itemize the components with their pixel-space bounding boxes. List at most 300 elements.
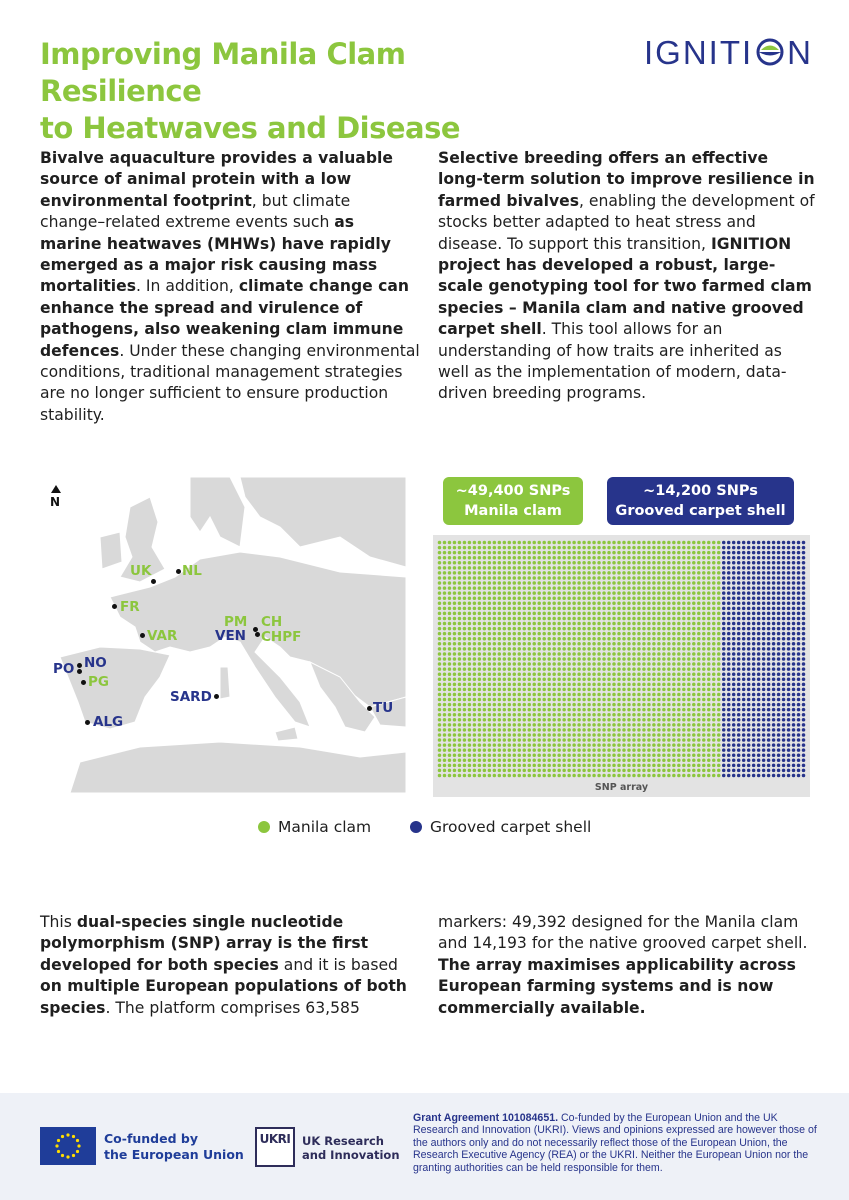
snp-dot	[508, 546, 512, 550]
snp-dot	[612, 541, 616, 545]
snp-dot	[767, 566, 771, 570]
snp-dot	[547, 591, 551, 595]
snp-dot	[802, 607, 806, 611]
snp-dot	[717, 774, 721, 778]
snp-dot	[528, 541, 532, 545]
snp-dot	[662, 637, 666, 641]
snp-dot	[468, 718, 472, 722]
snp-dot	[607, 759, 611, 763]
snp-dot	[448, 546, 452, 550]
snp-dot	[552, 738, 556, 742]
snp-dot	[567, 743, 571, 747]
snp-dot	[642, 556, 646, 560]
snp-dot	[572, 612, 576, 616]
snp-dot	[468, 733, 472, 737]
snp-dot	[707, 718, 711, 722]
snp-dot	[742, 672, 746, 676]
snp-dot	[737, 774, 741, 778]
snp-dot	[607, 713, 611, 717]
snp-dot	[458, 693, 462, 697]
snp-dot	[697, 596, 701, 600]
snp-dot	[532, 713, 536, 717]
snp-dot	[587, 748, 591, 752]
snp-dot	[642, 703, 646, 707]
snp-dot	[518, 764, 522, 768]
snp-dot	[602, 586, 606, 590]
snp-dot	[443, 652, 447, 656]
snp-dot	[792, 718, 796, 722]
snp-dot	[797, 678, 801, 682]
snp-dot	[513, 566, 517, 570]
snp-dot	[682, 672, 686, 676]
snp-dot	[677, 612, 681, 616]
snp-dot	[747, 769, 751, 773]
snp-column-manila	[493, 541, 497, 777]
snp-dot	[737, 647, 741, 651]
snp-dot	[692, 566, 696, 570]
snp-dot	[757, 642, 761, 646]
snp-dot	[503, 774, 507, 778]
snp-dot	[672, 718, 676, 722]
snp-dot	[542, 652, 546, 656]
snp-dot	[672, 652, 676, 656]
snp-dot	[438, 571, 442, 575]
snp-dot	[513, 642, 517, 646]
snp-dot	[787, 566, 791, 570]
snp-dot	[647, 571, 651, 575]
snp-dot	[802, 561, 806, 565]
snp-dot	[542, 743, 546, 747]
snp-dot	[632, 612, 636, 616]
snp-dot	[802, 708, 806, 712]
snp-dot	[458, 576, 462, 580]
snp-dot	[797, 622, 801, 626]
snp-dot	[498, 764, 502, 768]
snp-column-grooved	[737, 541, 741, 777]
snp-dot	[458, 703, 462, 707]
snp-dot	[637, 541, 641, 545]
snp-dot	[647, 667, 651, 671]
snp-dot	[572, 607, 576, 611]
snp-dot	[488, 556, 492, 560]
snp-dot	[483, 607, 487, 611]
snp-dot	[697, 561, 701, 565]
snp-dot	[797, 698, 801, 702]
snp-dot	[742, 748, 746, 752]
snp-dot	[777, 627, 781, 631]
snp-dot	[677, 718, 681, 722]
snp-dot	[742, 541, 746, 545]
snp-dot	[697, 728, 701, 732]
snp-dot	[737, 723, 741, 727]
snp-dot	[797, 602, 801, 606]
snp-dot	[542, 566, 546, 570]
snp-dot	[802, 576, 806, 580]
snp-dot	[562, 622, 566, 626]
snp-dot	[468, 764, 472, 768]
snp-dot	[647, 637, 651, 641]
snp-dot	[438, 738, 442, 742]
snp-dot	[508, 703, 512, 707]
snp-dot	[528, 566, 532, 570]
snp-dot	[742, 764, 746, 768]
snp-dot	[747, 556, 751, 560]
snp-dot	[652, 703, 656, 707]
snp-dot	[498, 632, 502, 636]
snp-dot	[518, 703, 522, 707]
snp-dot	[562, 571, 566, 575]
snp-dot	[627, 672, 631, 676]
snp-column-manila	[473, 541, 477, 777]
snp-dot	[702, 753, 706, 757]
snp-dot	[667, 591, 671, 595]
snp-dot	[552, 774, 556, 778]
snp-dot	[692, 743, 696, 747]
snp-dot	[792, 652, 796, 656]
snp-dot	[508, 607, 512, 611]
snp-dot	[777, 759, 781, 763]
snp-dot	[717, 769, 721, 773]
snp-dot	[747, 622, 751, 626]
snp-dot	[677, 728, 681, 732]
snp-dot	[637, 769, 641, 773]
snp-dot	[772, 672, 776, 676]
snp-dot	[523, 667, 527, 671]
snp-dot	[727, 733, 731, 737]
badge-manila-label: Manila clam	[464, 503, 562, 519]
snp-dot	[567, 728, 571, 732]
snp-dot	[717, 723, 721, 727]
snp-dot	[483, 703, 487, 707]
snp-dot	[627, 688, 631, 692]
snp-dot	[542, 637, 546, 641]
snp-dot	[772, 723, 776, 727]
snp-dot	[592, 647, 596, 651]
snp-dot	[772, 738, 776, 742]
snp-dot	[707, 743, 711, 747]
snp-dot	[592, 688, 596, 692]
snp-dot	[762, 759, 766, 763]
snp-dot	[732, 769, 736, 773]
snp-dot	[772, 602, 776, 606]
snp-dot	[657, 612, 661, 616]
snp-dot	[577, 571, 581, 575]
snp-dot	[537, 556, 541, 560]
snp-dot	[557, 581, 561, 585]
snp-dot	[602, 672, 606, 676]
snp-dot	[737, 683, 741, 687]
snp-dot	[582, 728, 586, 732]
snp-dot	[802, 571, 806, 575]
snp-dot	[572, 718, 576, 722]
snp-dot	[662, 586, 666, 590]
snp-dot	[787, 708, 791, 712]
snp-dot	[702, 703, 706, 707]
snp-dot	[508, 688, 512, 692]
snp-dot	[747, 693, 751, 697]
snp-dot	[542, 753, 546, 757]
snp-dot	[622, 693, 626, 697]
snp-dot	[463, 713, 467, 717]
snp-dot	[518, 728, 522, 732]
snp-dot	[448, 753, 452, 757]
snp-dot	[562, 642, 566, 646]
snp-dot	[787, 607, 791, 611]
snp-dot	[518, 602, 522, 606]
snp-dot	[587, 596, 591, 600]
snp-dot	[702, 617, 706, 621]
snp-dot	[597, 703, 601, 707]
snp-dot	[503, 591, 507, 595]
snp-dot	[777, 753, 781, 757]
snp-dot	[642, 678, 646, 682]
snp-dot	[493, 541, 497, 545]
snp-dot	[602, 657, 606, 661]
snp-dot	[547, 662, 551, 666]
snp-dot	[567, 693, 571, 697]
snp-dot	[463, 586, 467, 590]
snp-dot	[732, 703, 736, 707]
snp-dot	[717, 576, 721, 580]
snp-dot	[702, 607, 706, 611]
snp-dot	[662, 688, 666, 692]
snp-dot	[682, 683, 686, 687]
snp-dot	[627, 566, 631, 570]
snp-dot	[532, 774, 536, 778]
snp-dot	[722, 632, 726, 636]
snp-dot	[552, 718, 556, 722]
snp-dot	[637, 596, 641, 600]
snp-dot	[637, 703, 641, 707]
snp-dot	[592, 637, 596, 641]
snp-dot	[508, 748, 512, 752]
snp-dot	[438, 688, 442, 692]
snp-dot	[562, 678, 566, 682]
snp-dot	[552, 632, 556, 636]
snp-dot	[542, 586, 546, 590]
snp-dot	[513, 576, 517, 580]
snp-dot	[727, 576, 731, 580]
snp-dot	[597, 723, 601, 727]
snp-dot	[707, 708, 711, 712]
snp-dot	[607, 556, 611, 560]
snp-dot	[537, 693, 541, 697]
snp-dot	[732, 546, 736, 550]
snp-dot	[627, 556, 631, 560]
snp-dot	[518, 688, 522, 692]
snp-dot	[677, 581, 681, 585]
snp-dot	[468, 632, 472, 636]
snp-dot	[468, 738, 472, 742]
snp-dot	[602, 662, 606, 666]
snp-dot	[582, 662, 586, 666]
snp-dot	[772, 637, 776, 641]
snp-dot	[757, 733, 761, 737]
snp-dot	[652, 678, 656, 682]
snp-dot	[667, 632, 671, 636]
snp-dot	[453, 698, 457, 702]
snp-dot	[473, 738, 477, 742]
snp-dot	[463, 703, 467, 707]
snp-dot	[797, 764, 801, 768]
snp-dot	[463, 708, 467, 712]
snp-dot	[602, 728, 606, 732]
snp-dot	[493, 738, 497, 742]
snp-dot	[508, 764, 512, 768]
snp-dot	[622, 556, 626, 560]
snp-dot	[612, 769, 616, 773]
snp-dot	[443, 576, 447, 580]
snp-dot	[532, 652, 536, 656]
snp-dot	[513, 662, 517, 666]
snp-dot	[787, 647, 791, 651]
snp-column-grooved	[782, 541, 786, 777]
snp-dot	[727, 561, 731, 565]
snp-dot	[552, 713, 556, 717]
snp-dot	[557, 576, 561, 580]
snp-dot	[667, 561, 671, 565]
snp-dot	[597, 546, 601, 550]
snp-dot	[652, 708, 656, 712]
snp-dot	[572, 723, 576, 727]
snp-dot	[677, 693, 681, 697]
snp-dot	[622, 748, 626, 752]
snp-dot	[717, 672, 721, 676]
snp-dot	[488, 602, 492, 606]
snp-dot	[458, 602, 462, 606]
snp-dot	[537, 759, 541, 763]
snp-dot	[448, 647, 452, 651]
snp-dot	[577, 718, 581, 722]
snp-dot	[752, 642, 756, 646]
snp-dot	[622, 708, 626, 712]
snp-dot	[772, 748, 776, 752]
snp-dot	[607, 647, 611, 651]
snp-dot	[508, 683, 512, 687]
snp-dot	[607, 551, 611, 555]
snp-dot	[792, 617, 796, 621]
snp-dot	[607, 667, 611, 671]
snp-dot	[552, 693, 556, 697]
snp-dot	[528, 561, 532, 565]
snp-dot	[627, 546, 631, 550]
snp-dot	[717, 556, 721, 560]
snp-dot	[607, 581, 611, 585]
snp-dot	[483, 667, 487, 671]
snp-dot	[687, 602, 691, 606]
snp-dot	[503, 764, 507, 768]
snp-dot	[632, 713, 636, 717]
snp-dot	[597, 576, 601, 580]
snp-dot	[707, 738, 711, 742]
snp-dot	[797, 607, 801, 611]
snp-dot	[443, 632, 447, 636]
snp-dot	[607, 728, 611, 732]
eu-line-1: Co-funded by	[104, 1131, 199, 1146]
snp-dot	[712, 672, 716, 676]
snp-dot	[582, 551, 586, 555]
snp-dot	[802, 632, 806, 636]
snp-dot	[493, 581, 497, 585]
snp-dot	[582, 753, 586, 757]
snp-dot	[742, 642, 746, 646]
snp-dot	[657, 743, 661, 747]
snp-dot	[602, 723, 606, 727]
snp-dot	[503, 546, 507, 550]
snp-dot	[802, 612, 806, 616]
snp-dot	[468, 647, 472, 651]
snp-dot	[802, 556, 806, 560]
badge-manila-snps	[443, 477, 583, 525]
snp-dot	[607, 591, 611, 595]
snp-dot	[687, 571, 691, 575]
snp-dot	[752, 566, 756, 570]
snp-dot	[652, 591, 656, 595]
snp-dot	[677, 551, 681, 555]
snp-dot	[468, 617, 472, 621]
snp-dot	[677, 708, 681, 712]
snp-dot	[747, 657, 751, 661]
snp-dot	[667, 738, 671, 742]
snp-dot	[493, 667, 497, 671]
snp-dot	[707, 566, 711, 570]
snp-dot	[667, 672, 671, 676]
snp-dot	[777, 566, 781, 570]
snp-dot	[562, 738, 566, 742]
intro-left-text-1: , but climate change–related extreme events such	[40, 191, 351, 232]
snp-dot	[443, 602, 447, 606]
snp-dot	[777, 733, 781, 737]
snp-dot	[687, 769, 691, 773]
snp-dot	[672, 541, 676, 545]
snp-dot	[542, 698, 546, 702]
snp-dot	[552, 748, 556, 752]
snp-dot	[742, 571, 746, 575]
snp-dot	[792, 698, 796, 702]
snp-dot	[642, 622, 646, 626]
snp-dot	[602, 632, 606, 636]
snp-dot	[592, 596, 596, 600]
snp-dot	[448, 632, 452, 636]
snp-dot	[692, 703, 696, 707]
snp-dot	[697, 698, 701, 702]
snp-dot	[473, 667, 477, 671]
snp-dot	[607, 546, 611, 550]
snp-dot	[547, 561, 551, 565]
snp-dot	[582, 688, 586, 692]
snp-dot	[662, 581, 666, 585]
snp-dot	[697, 612, 701, 616]
snp-dot	[707, 627, 711, 631]
snp-dot	[657, 637, 661, 641]
snp-dot	[478, 652, 482, 656]
snp-dot	[552, 698, 556, 702]
snp-dot	[577, 652, 581, 656]
snp-dot	[463, 738, 467, 742]
snp-dot	[567, 642, 571, 646]
snp-dot	[717, 764, 721, 768]
snp-column-manila	[443, 541, 447, 777]
snp-dot	[577, 591, 581, 595]
snp-dot	[787, 774, 791, 778]
snp-dot	[767, 693, 771, 697]
snp-dot	[712, 764, 716, 768]
snp-dot	[697, 586, 701, 590]
snp-dot	[557, 591, 561, 595]
snp-dot	[707, 642, 711, 646]
snp-dot	[702, 774, 706, 778]
snp-dot	[468, 743, 472, 747]
